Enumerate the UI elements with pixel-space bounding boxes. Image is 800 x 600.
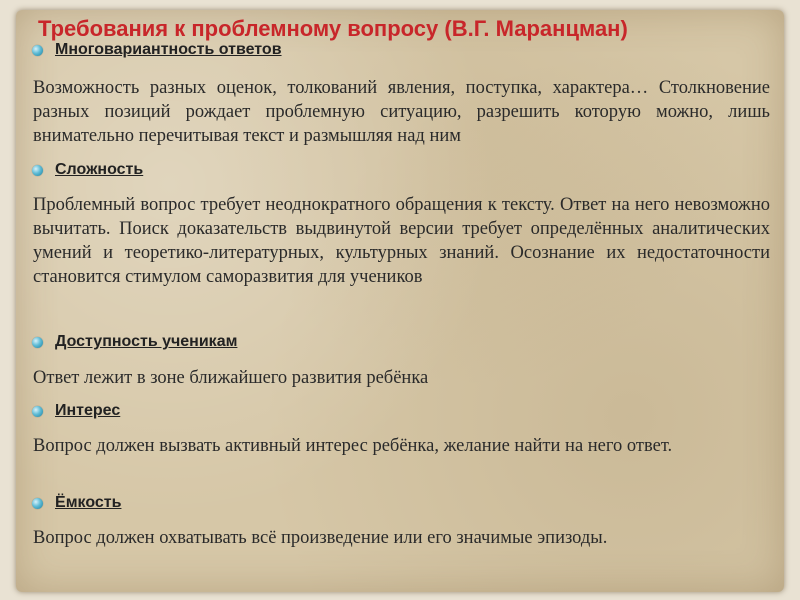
bullet-icon: [32, 498, 43, 509]
section-heading-multivariance: [32, 40, 282, 60]
section-heading-label: Доступность ученикам: [55, 333, 238, 350]
section-text-multivariance: Возможность разных оценок, толкований явления, поступка, характера… Столкновение разных позиций рождает проблемную ситуацию, разрешить которую можно, лишь внимательно перечитывая текст и размышляя над ним: [33, 78, 770, 146]
slide: [16, 10, 784, 592]
slide-title: Требования к проблемному вопросу (В.Г. Маранцман): [38, 16, 628, 41]
bullet-icon: [32, 165, 43, 176]
bullet-icon: [32, 45, 43, 56]
section-text-complexity: Проблемный вопрос требует неоднократного обращения к тексту. Ответ на него невозможно вычитать. Поиск доказательств выдвинутой версии требует определённых аналитических умений и теоретико-литературных, культурных знаний. Осознание их недостаточности становится стимулом саморазвития для учеников: [33, 195, 770, 287]
section-text-capacity: Вопрос должен охватывать всё произведение или его значимые эпизоды.: [33, 528, 608, 548]
section-heading-complexity: [32, 160, 143, 180]
section-heading-label: Ёмкость: [55, 494, 122, 511]
section-heading-interest: [32, 401, 120, 421]
section-heading-label: Сложность: [55, 161, 144, 178]
section-text-accessibility: Ответ лежит в зоне ближайшего развития ребёнка: [33, 368, 429, 388]
section-heading-label: Интерес: [55, 402, 121, 419]
section-text-interest: Вопрос должен вызвать активный интерес ребёнка, желание найти на него ответ.: [33, 436, 673, 456]
bullet-icon: [32, 406, 43, 417]
section-heading-accessibility: [32, 332, 237, 352]
bullet-icon: [32, 337, 43, 348]
section-heading-capacity: [32, 493, 121, 513]
section-heading-label: Многовариантность ответов: [55, 41, 282, 58]
